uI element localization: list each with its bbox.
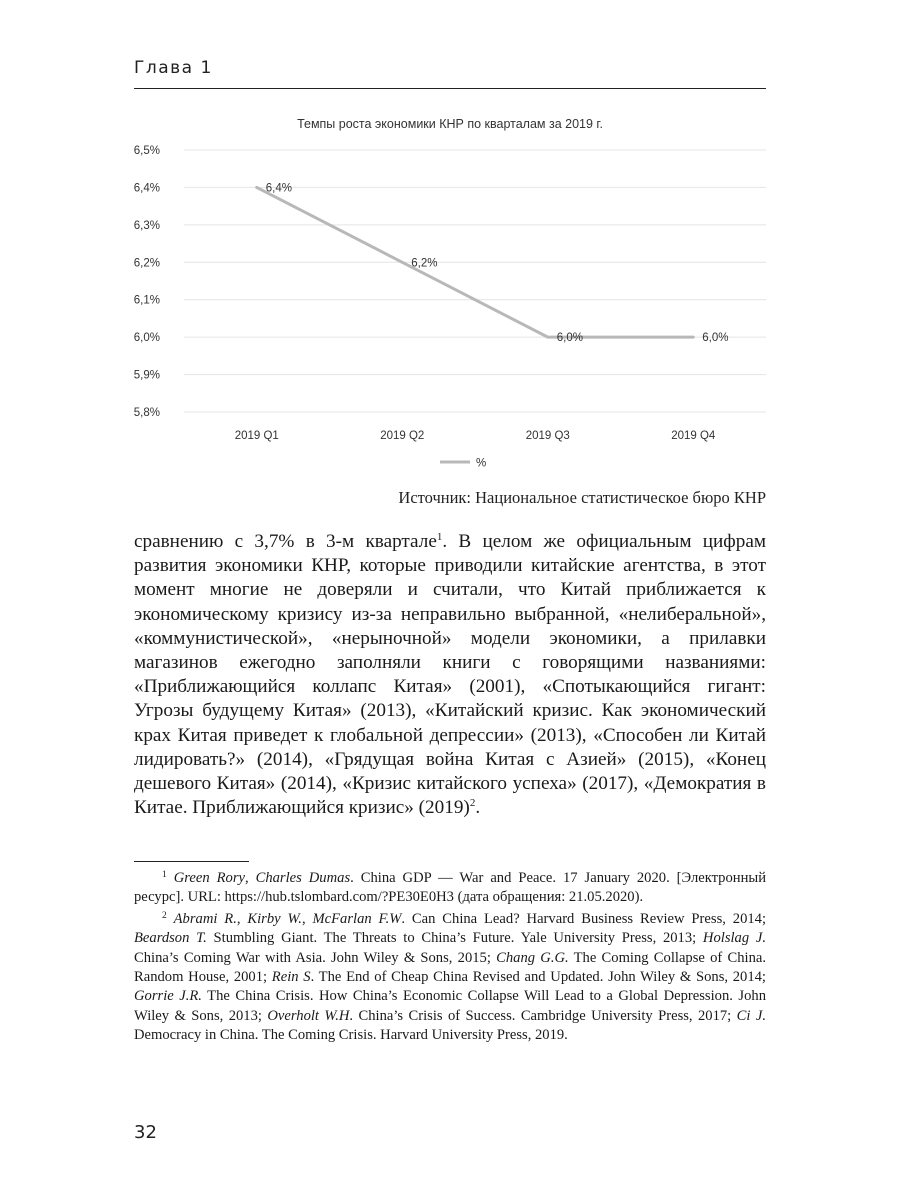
- data-label: 6,0%: [702, 332, 729, 345]
- header-divider: [134, 88, 766, 89]
- footnote-text: . Can China Lead? Harvard Business Review Press, 2014;: [401, 910, 767, 927]
- footnote-text: . China’s Crisis of Success. Cambridge University Press, 2017;: [349, 1007, 737, 1024]
- data-point: [692, 336, 695, 339]
- data-label: 6,2%: [411, 257, 438, 270]
- footnote-text: . China GDP — War and Peace. 17 January 2020. [Электронный ресурс]. URL: https://hub.tslombard.com/?PE30E0H3 (дата обращения: 21.05.2020).: [134, 870, 767, 906]
- data-point: [255, 186, 258, 189]
- body-text: [134, 530, 766, 820]
- data-label: 6,0%: [556, 332, 583, 345]
- footnote-number: 2: [162, 910, 167, 921]
- footnote-author: Abrami R.: [173, 910, 237, 927]
- x-tick-label: 2019 Q3: [525, 430, 570, 442]
- footnote-author: Overholt W.H: [267, 1007, 350, 1024]
- footnote-text: The Coming Collapse of China. Random House, 2001;: [134, 949, 767, 986]
- text-run: .: [475, 797, 481, 819]
- footnote-author: Ci J.: [736, 1007, 766, 1024]
- y-tick-label: 5,8%: [134, 407, 160, 419]
- x-tick-label: 2019 Q2: [380, 430, 425, 442]
- footnote-ref-1[interactable]: 1: [436, 531, 443, 543]
- footnote-author: Kirby W.: [247, 910, 302, 927]
- y-tick-label: 6,3%: [134, 219, 160, 232]
- y-tick-label: 6,1%: [134, 294, 160, 307]
- footnote-author: Rein S: [271, 969, 311, 986]
- footnote-text: . The End of Cheap China Revised and Updated. John Wiley & Sons, 2014;: [310, 969, 766, 986]
- chart-title: Темпы роста экономики КНР по кварталам за 2019 г.: [297, 117, 603, 131]
- chart-source-caption: Источник: Национальное статистическое бюро КНР: [398, 488, 766, 507]
- footnote-text: Democracy in China. The Coming Crisis. Harvard University Press, 2019.: [134, 1027, 568, 1044]
- y-tick-label: 5,9%: [134, 369, 160, 382]
- text-run: ,: [301, 910, 313, 927]
- page-number: 32: [134, 1122, 157, 1143]
- footnote-number: 1: [162, 870, 167, 880]
- y-tick-label: 6,4%: [134, 182, 160, 195]
- y-tick-label: 6,5%: [134, 145, 160, 157]
- text-run: . В целом же официальным цифрам развития экономики КНР, которые приводили китайские агентства, в этот момент многие не доверяли и считали, что Китай приближается к экономическому кризису из-за неправильно выбранной, «нелиберальной», «коммунистической», «нерыночной» модели экономики, а прилавки магазинов ежегодно заполняли книги с говорящими названиями: «Приближающийся коллапс Китая» (2001), «Спотыкающийся гигант: Угрозы будущему Китая» (2013), «Китайский кризис. Как экономический крах Китая приведет к глобальной депрессии» (2013), «Способен ли Китай лидировать?» (2014), «Грядущая война Китая с Азией» (2015), «Конец дешевого Китая» (2014), «Кризис китайского успеха» (2017), «Демократия в Китае. Приближающийся кризис» (2019): [134, 531, 766, 819]
- footnote-author: Gorrie J.R.: [134, 988, 202, 1005]
- footnote-ref-2[interactable]: 2: [469, 797, 476, 810]
- footnote-author: Charles Dumas: [255, 870, 351, 886]
- legend-label: %: [476, 457, 487, 470]
- text-run: ,: [236, 910, 248, 927]
- footnote-author: Chang G.G.: [496, 949, 569, 966]
- footnotes: [134, 869, 766, 1048]
- y-tick-label: 6,2%: [134, 257, 160, 270]
- y-tick-label: 6,0%: [134, 332, 160, 345]
- y-axis-ticks: [134, 145, 160, 419]
- x-tick-label: 2019 Q4: [671, 430, 716, 442]
- x-axis-ticks: [235, 430, 716, 442]
- x-tick-label: 2019 Q1: [234, 430, 279, 442]
- data-point: [546, 336, 549, 339]
- data-labels: [266, 182, 729, 344]
- footnote-author: McFarlan F.W: [312, 910, 402, 927]
- footnote-text: Stumbling Giant. The Threats to China’s Future. Yale University Press, 2013;: [206, 930, 703, 947]
- footnote-2: [134, 910, 766, 1046]
- chapter-header: Глава 1: [134, 58, 213, 78]
- footnote-author: Green Rory: [173, 870, 245, 886]
- data-label: 6,4%: [265, 182, 292, 195]
- text-run: ,: [244, 870, 256, 886]
- footnote-author: Beardson T.: [134, 930, 207, 947]
- text-run: сравнению с 3,7% в 3-м квартале: [134, 531, 437, 552]
- footnote-text: China’s Coming War with Asia. John Wiley & Sons, 2015;: [134, 949, 497, 966]
- footnote-1: [134, 869, 766, 908]
- data-point: [401, 261, 404, 264]
- chart-legend: [440, 458, 486, 470]
- paragraph: [134, 530, 766, 820]
- footnote-text: The China Crisis. How China’s Economic Collapse Will Lead to a Global Depression. John Wiley & Sons, 2013;: [134, 988, 766, 1024]
- growth-line-chart: [134, 100, 766, 480]
- footnote-divider: [134, 861, 249, 862]
- footnote-author: Holslag J.: [702, 930, 766, 947]
